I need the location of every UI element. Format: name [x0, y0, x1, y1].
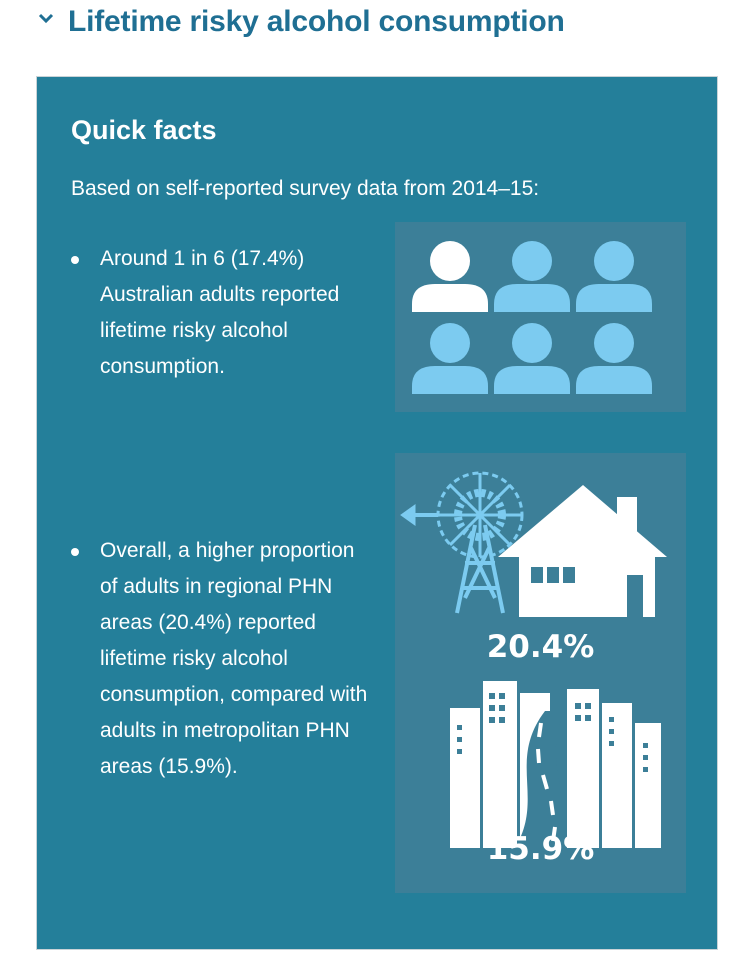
- city-icon: [450, 681, 661, 848]
- intro-text: Based on self-reported survey data from 2014–15:: [71, 177, 540, 200]
- fact-text: Overall, a higher proportion of adults in regional PHN areas (20.4%) reported lifetime risky alcohol consumption, compared with adults in metropolitan PHN areas (15.9%).: [100, 539, 368, 778]
- people-icon: [395, 222, 686, 412]
- people-infographic: [395, 222, 686, 412]
- quick-facts-heading: Quick facts: [71, 115, 217, 145]
- quick-facts-panel: [36, 76, 718, 950]
- regional-metro-infographic: [395, 453, 686, 893]
- person-icon-highlighted: [412, 241, 488, 312]
- person-icon: [576, 241, 652, 312]
- fact-text: Around 1 in 6 (17.4%) Australian adults reported lifetime risky alcohol consumption.: [100, 247, 340, 378]
- person-icon: [576, 323, 652, 394]
- house-icon: [498, 485, 667, 617]
- section-title: Lifetime risky alcohol consumption: [68, 5, 565, 38]
- person-icon: [494, 323, 570, 394]
- metro-percentage: 15.9%: [486, 831, 595, 867]
- fact-item: [71, 241, 371, 385]
- person-icon: [412, 323, 488, 394]
- regional-percentage: 20.4%: [486, 629, 595, 665]
- bullet-icon: [71, 548, 79, 556]
- bullet-icon: [71, 256, 79, 264]
- regional-metro-icon: [395, 453, 686, 893]
- fact-item: [71, 533, 371, 785]
- chevron-down-icon: [38, 10, 54, 26]
- person-icon: [494, 241, 570, 312]
- section-toggle[interactable]: [38, 0, 565, 44]
- windmill-icon: [401, 473, 522, 613]
